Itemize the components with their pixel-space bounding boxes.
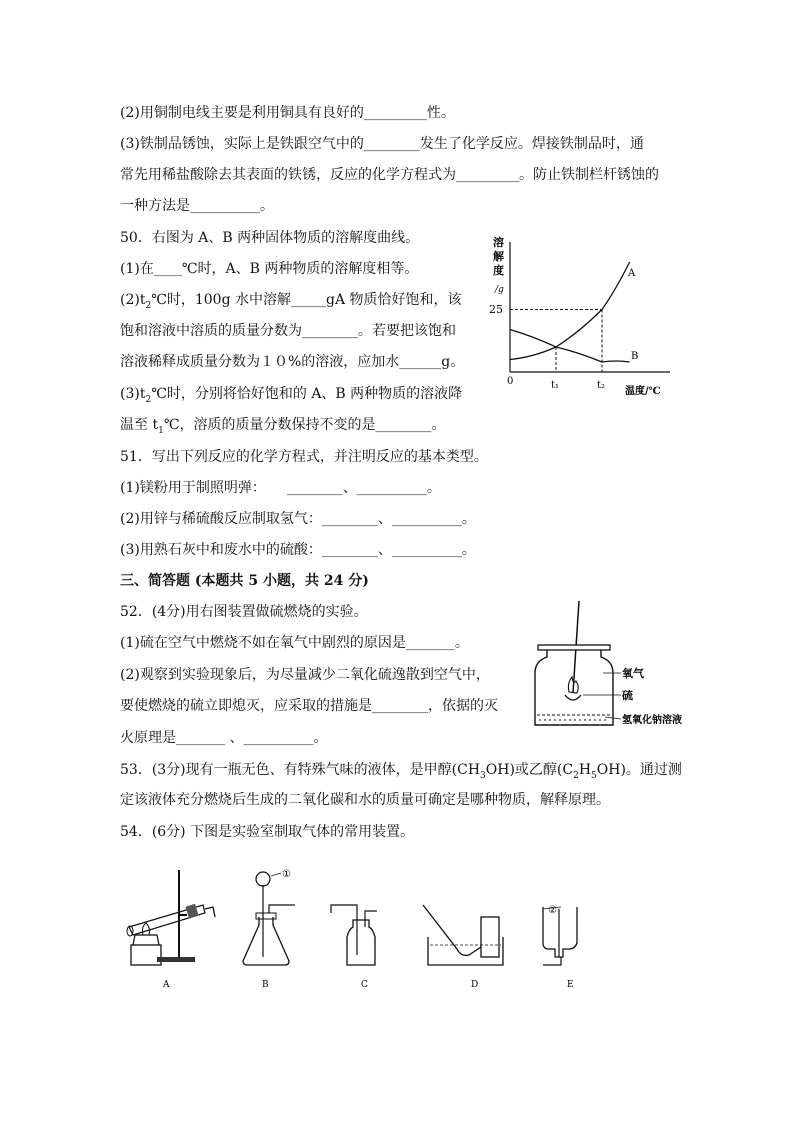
spoon-bowl [565,695,581,700]
q50-part1: (1)在____℃时，A、B 两种物质的溶解度相等。 [120,261,419,277]
q52-part2-line2: 要使燃烧的硫立即熄灭，应采取的措施是________，依据的灭 [120,698,498,714]
q49-part3-line1: (3)铁制品锈蚀，实际上是铁跟空气中的________发生了化学反应。焊接铁制品时，通 [120,136,644,152]
gas-apparatus-figure [125,865,615,995]
label-naoh-solution: 氢氧化钠溶液 [622,715,682,726]
q50-part2-line2: 饱和溶液中溶质的质量分数为________。若要把该饱和 [120,323,456,339]
curve-a [510,262,630,360]
q49-part2: (2)用铜制电线主要是利用铜具有良好的_________性。 [120,105,455,121]
sulfur-combustion-apparatus [525,595,682,740]
curve-b-label: B [631,351,639,362]
y-unit: /g [495,285,504,295]
x-origin: 0 [507,376,514,387]
apparatus-a [127,870,215,990]
q53-line1: 53．(3分)现有一瓶无色、有特殊气味的液体，是甲醇$(CH_3OH)$或乙醇$(C_2H_5OH)$。通过测 [120,762,682,781]
q52-part2-line3: 火原理是_______ 、__________。 [120,730,328,746]
mark-1: ① [282,869,291,880]
q52-part2-line1: (2)观察到实验现象后，为尽量减少二氧化硫逸散到空气中， [120,667,490,683]
apparatus-c [331,905,377,990]
q49-part3-line3: 一种方法是__________。 [120,198,274,214]
apparatus-e [543,905,577,990]
mark-2: ② [548,905,557,916]
solubility-chart [485,232,675,400]
label-b: B [262,980,269,990]
q50-part2-line3: 溶液稀释成质量分数为１０%的溶液，应加水______g。 [120,354,465,370]
q54-stem: 54．(6分) 下图是实验室制取气体的常用装置。 [120,824,415,840]
label-d: D [471,980,479,990]
q49-part3-line2: 常先用稀盐酸除去其表面的铁锈，反应的化学方程式为_________。防止铁制栏杆锈蚀的 [120,167,659,183]
label-e: E [567,980,574,990]
bottle-lid [538,645,610,650]
label-a: A [163,980,170,990]
q50-stem: 50．右图为 A、B 两种固体物质的溶解度曲线。 [120,230,420,246]
x-tick-t2: t₂ [597,380,606,391]
label-sulfur: 硫 [622,689,633,702]
q50-part3-line1: $(3)t_2℃$时，分别将恰好饱和的 A、B 两种物质的溶液降 [120,386,463,405]
label-c: C [361,980,368,990]
q51-part3: (3)用熟石灰中和废水中的硫酸：________、__________。 [120,542,476,558]
x-tick-t1: t₁ [551,380,560,391]
y-label-char-2: 解 [493,250,504,263]
q51-part1: (1)镁粉用于制照明弹： ________、__________。 [120,480,441,496]
curve-a-label: A [628,268,636,279]
y-label-char-3: 度 [493,264,504,277]
label-oxygen: 氧气 [622,667,644,680]
x-axis-label: 温度/℃ [625,386,661,397]
q51-part2: (2)用锌与稀硫酸反应制取氢气：________、__________。 [120,511,476,527]
apparatus-b [243,869,295,990]
q51-stem: 51．写出下列反应的化学方程式，并注明反应的基本类型。 [120,449,488,465]
q52-part1: (1)硫在空气中燃烧不如在氧气中剧烈的原因是_______。 [120,635,469,651]
section-title: 三、简答题 (本题共 5 小题，共 24 分) [120,573,369,589]
apparatus-d [423,905,503,990]
q50-part3-line2: 温至 $t_1℃$，溶质的质量分数保持不变的是________。 [120,417,446,436]
y-label-char-1: 溶 [493,236,504,249]
q50-part2-line1: $(2)t_2℃$时，100g 水中溶解_____gA 物质恰好饱和，该 [120,292,462,311]
q53-line2: 定该液体充分燃烧后生成的二氧化碳和水的质量可确定是哪种物质，解释原理。 [120,792,610,808]
q52-stem: 52．(4分)用右图装置做硫燃烧的实验。 [120,604,368,620]
y-tick-25: 25 [489,303,503,316]
